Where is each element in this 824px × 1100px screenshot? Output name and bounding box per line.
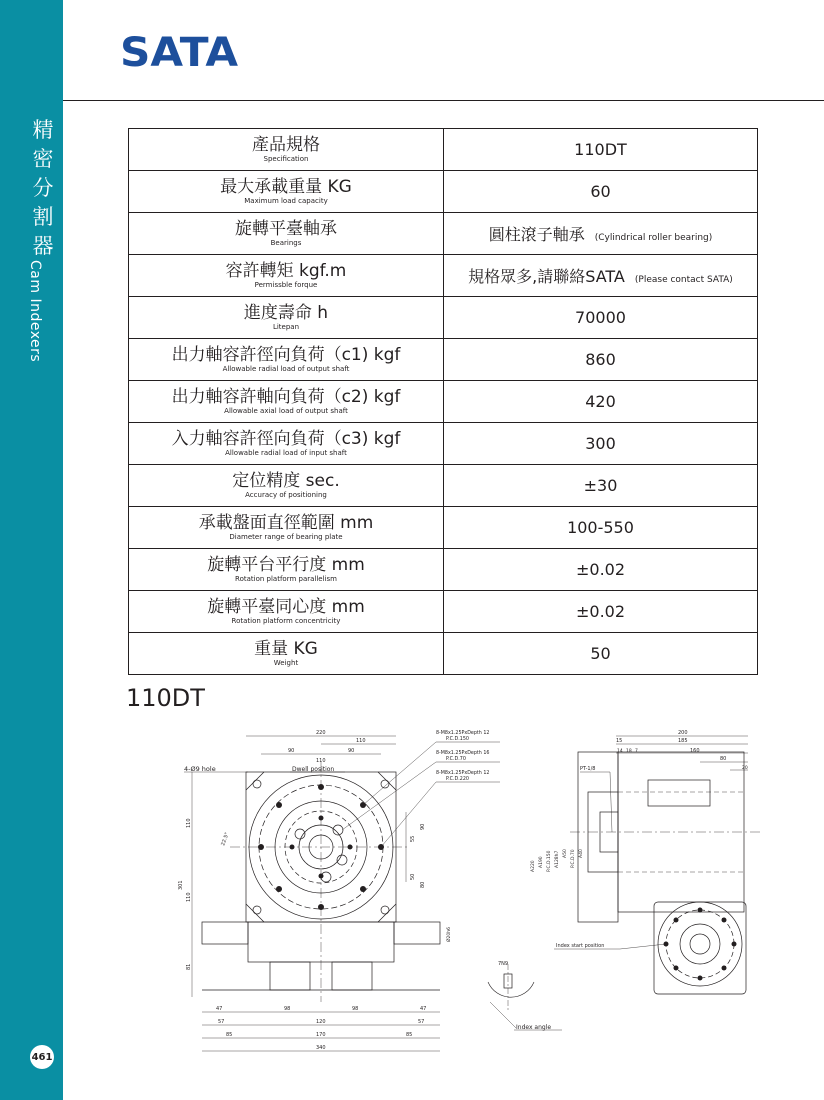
dim-pcd150: P.C.D.150 [547,850,552,872]
note-m8-2: 8-M8x1.25PxDepth 16 [436,751,490,756]
spec-value: 50 [590,644,611,663]
spec-label-en: Litepan [272,323,300,331]
sidebar-title-char: 精 [32,118,54,142]
note-m8-1: 8-M8x1.25PxDepth 12 [436,731,490,736]
spec-label-zh: 容許轉矩 kgf.m [225,261,347,281]
spec-label-zh: 旋轉平台平行度 mm [207,555,365,575]
dim-18: 18 [626,749,632,754]
spec-value: ±0.02 [575,560,626,579]
dim-80: 80 [720,756,727,762]
spec-value-cell [444,129,758,171]
spec-value: 圓柱滾子軸承 [488,225,585,244]
spec-label-zh: 出力軸容許徑向負荷（c1) kgf [171,345,401,365]
spec-value-cell [444,633,758,675]
dim-47-left: 47 [216,1006,223,1012]
sidebar [0,0,63,1100]
spec-row [129,339,758,381]
spec-label-en: Allowable radial load of output shaft [222,365,350,373]
spec-label-en: Rotation platform parallelism [235,575,337,583]
spec-row [129,549,758,591]
spec-label [129,297,444,339]
spec-label-zh: 旋轉平臺同心度 mm [207,597,365,617]
sidebar-title-en: Cam Indexers [27,260,43,363]
dim-v-90: 90 [420,823,426,830]
note-key: 7N9 [498,961,509,967]
spec-value: ±0.02 [575,602,626,621]
input-shaft-left [202,922,248,944]
spec-value-cell [444,255,758,297]
dim-47-right: 47 [420,1006,427,1012]
dim-angle: 22.5° [220,831,231,847]
dim-200: 200 [678,730,688,736]
sidebar-title-char: 器 [32,234,54,258]
page-number: 461 [30,1045,54,1069]
spec-value: 70000 [575,308,626,327]
dim-v-80: 80 [420,881,426,888]
spec-row [129,465,758,507]
spec-value: 110DT [574,140,627,159]
spec-row [129,591,758,633]
dim-v-110a: 110 [186,818,192,828]
spec-value-cell [444,591,758,633]
dim-57-left: 57 [218,1019,225,1025]
spec-row [129,507,758,549]
note-index-start: Index start position [556,943,605,949]
spec-value: 規格眾多,請聯絡SATA [468,267,625,286]
spec-value-cell [444,507,758,549]
dim-20: 20 [742,766,748,771]
spec-label [129,465,444,507]
spec-row [129,129,758,171]
spec-label [129,129,444,171]
spec-label-zh: 最大承載重量 KG [220,177,352,197]
note-m8-3: 8-M8x1.25PxDepth 12 [436,771,490,776]
spec-label-zh: 產品規格 [252,135,320,155]
note-shaft: Ø20h6 [447,927,452,942]
spec-value-cell [444,465,758,507]
dim-98-left: 98 [284,1006,291,1012]
spec-label-en: Bearings [270,239,302,247]
spec-label-en: Permissble forque [254,281,318,289]
front-foot-right [332,962,372,990]
spec-label-en: Diameter range of bearing plate [229,533,343,541]
dim-a220: A220 [531,860,536,872]
spec-label-en: Rotation platform concentricity [231,617,341,625]
spec-table [128,128,758,675]
spec-label-en: Specification [263,155,309,163]
spec-label-en: Accuracy of positioning [245,491,327,499]
spec-row [129,171,758,213]
sidebar-title-char: 割 [32,205,54,229]
spec-value-cell [444,339,758,381]
spec-value: 420 [585,392,616,411]
spec-label [129,213,444,255]
header-rule [63,100,824,101]
dim-110-b: 110 [316,758,326,764]
spec-label [129,255,444,297]
sidebar-title-char: 分 [32,176,54,200]
dim-14: 14 [617,749,623,754]
sidebar-title-char: 密 [32,147,54,171]
spec-value: 60 [590,182,611,201]
spec-label [129,549,444,591]
note-pcd70: P.C.D.70 [446,757,466,762]
spec-value: 300 [585,434,616,453]
spec-label-zh: 旋轉平臺軸承 [235,219,337,239]
dim-a40: A40 [579,849,584,858]
spec-value-note: (Cylindrical roller bearing) [594,233,713,243]
dim-a50: A50 [563,849,568,858]
spec-label-en: Weight [273,659,299,667]
spec-row [129,423,758,465]
dim-340: 340 [316,1045,326,1051]
dim-v-301: 301 [178,880,184,890]
dim-170: 170 [316,1032,326,1038]
dim-185: 185 [678,738,688,744]
front-foot-left [270,962,310,990]
dim-v-55: 55 [410,835,416,842]
svg-text:SATA: SATA [120,32,239,72]
spec-row [129,381,758,423]
dim-v-81: 81 [186,963,192,970]
spec-label-zh: 進度壽命 h [243,303,329,323]
note-index-angle: Index angle [516,1024,552,1031]
dim-7: 7 [635,749,638,754]
spec-label [129,171,444,213]
dim-220: 220 [316,730,326,736]
spec-label-en: Maximum load capacity [244,197,328,205]
spec-value: 100-550 [567,518,634,537]
spec-value-cell [444,381,758,423]
dim-90-right: 90 [348,748,355,754]
dim-pcd70: P.C.D.70 [571,849,576,868]
model-title: 110DT [126,684,205,712]
note-pcd150: P.C.D.150 [446,737,469,742]
dim-15: 15 [616,738,623,744]
spec-value-cell [444,549,758,591]
note-dwell: Dwell position [292,766,335,773]
dim-85-right: 85 [406,1032,413,1038]
dim-110: 110 [356,738,366,744]
spec-value-cell [444,423,758,465]
spec-label-zh: 重量 KG [254,639,318,659]
side-view [530,730,760,994]
spec-value: ±30 [583,476,618,495]
spec-value-cell [444,213,758,255]
spec-row [129,255,758,297]
spec-label-zh: 定位精度 sec. [232,471,340,491]
dim-85-left: 85 [226,1032,233,1038]
spec-row [129,213,758,255]
spec-label-en: Allowable radial load of input shaft [225,449,347,457]
dim-a128: A128h7 [555,850,560,868]
note-pcd220: P.C.D.220 [446,777,469,782]
spec-row [129,633,758,675]
dim-160: 160 [690,748,700,754]
spec-label-zh: 入力軸容許徑向負荷（c3) kgf [171,429,401,449]
note-pt: PT-1/8 [580,766,596,772]
spec-value-cell [444,297,758,339]
spec-label [129,381,444,423]
dim-a190: A190 [539,856,544,868]
dim-90-left: 90 [288,748,295,754]
sata-logo [120,32,240,72]
spec-value: 860 [585,350,616,369]
front-view [178,730,562,1051]
dim-v-110b: 110 [186,892,192,902]
spec-value-cell [444,171,758,213]
dim-v-50: 50 [410,873,416,880]
spec-label-zh: 承載盤面直徑範圍 mm [198,513,374,533]
input-shaft-right [394,922,440,944]
dim-120: 120 [316,1019,326,1025]
spec-value-note: (Please contact SATA) [634,275,733,285]
spec-label [129,507,444,549]
dim-98-right: 98 [352,1006,359,1012]
spec-label-en: Allowable axial load of output shaft [224,407,348,415]
spec-label [129,633,444,675]
spec-label [129,591,444,633]
note-hole: 4-Ø9 hole [184,765,216,773]
side-flange-circle [658,902,742,986]
spec-row [129,297,758,339]
dim-57-right: 57 [418,1019,425,1025]
sidebar-title [30,116,56,261]
technical-drawing [170,722,770,1062]
spec-label [129,339,444,381]
spec-label-zh: 出力軸容許軸向負荷（c2) kgf [171,387,401,407]
spec-label [129,423,444,465]
